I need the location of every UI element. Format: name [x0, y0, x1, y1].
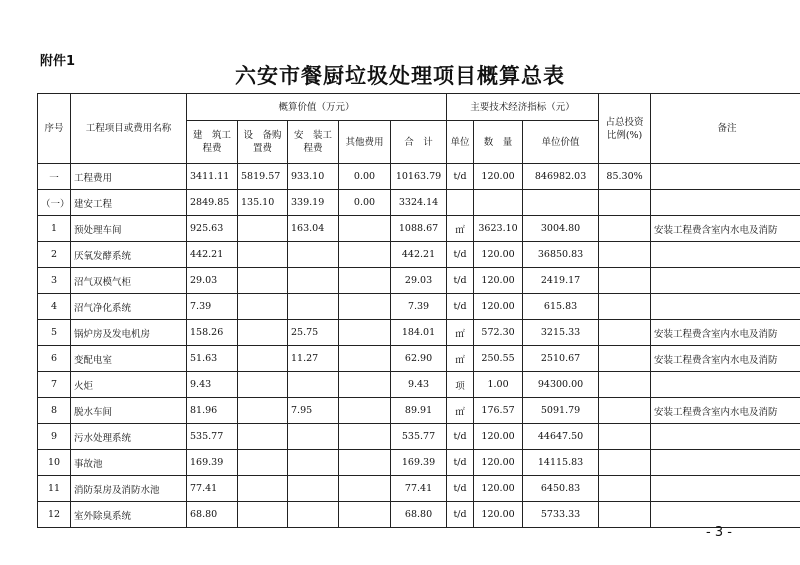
cell-equipment-cost — [238, 346, 288, 372]
cell-building-cost: 77.41 — [187, 476, 238, 502]
budget-summary-table — [37, 93, 800, 528]
cell-total: 3324.14 — [391, 190, 447, 216]
cell-investment-ratio — [599, 476, 651, 502]
cell-quantity: 3623.10 — [474, 216, 523, 242]
cell-seq: 一 — [38, 164, 71, 190]
attachment-label: 附件1 — [40, 54, 76, 69]
cell-unit-price: 6450.83 — [523, 476, 599, 502]
cell-unit: t/d — [447, 476, 474, 502]
cell-quantity: 120.00 — [474, 242, 523, 268]
cell-building-cost: 535.77 — [187, 424, 238, 450]
cell-equipment-cost — [238, 294, 288, 320]
cell-remark: 安装工程费含室内水电及消防 — [651, 320, 800, 346]
cell-remark — [651, 190, 800, 216]
cell-item-name: 事故池 — [71, 450, 187, 476]
cell-install-cost: 163.04 — [288, 216, 339, 242]
cell-quantity: 250.55 — [474, 346, 523, 372]
cell-install-cost — [288, 450, 339, 476]
cell-other-cost — [339, 346, 391, 372]
header-quantity: 数 量 — [474, 121, 523, 164]
cell-equipment-cost — [238, 320, 288, 346]
cell-unit-price — [523, 190, 599, 216]
cell-install-cost: 25.75 — [288, 320, 339, 346]
cell-unit: ㎡ — [447, 398, 474, 424]
cell-total: 29.03 — [391, 268, 447, 294]
cell-remark — [651, 424, 800, 450]
cell-quantity: 120.00 — [474, 450, 523, 476]
cell-seq: 3 — [38, 268, 71, 294]
cell-unit-price: 846982.03 — [523, 164, 599, 190]
cell-item-name: 消防泵房及消防水池 — [71, 476, 187, 502]
table-row — [38, 346, 800, 372]
cell-other-cost — [339, 216, 391, 242]
header-budget-value: 概算价值（万元） — [187, 94, 447, 121]
cell-equipment-cost — [238, 450, 288, 476]
cell-unit-price: 5091.79 — [523, 398, 599, 424]
cell-other-cost — [339, 398, 391, 424]
cell-seq: 4 — [38, 294, 71, 320]
cell-other-cost — [339, 372, 391, 398]
cell-install-cost — [288, 502, 339, 528]
cell-quantity: 120.00 — [474, 424, 523, 450]
cell-investment-ratio — [599, 294, 651, 320]
cell-total: 184.01 — [391, 320, 447, 346]
cell-item-name: 厌氧发酵系统 — [71, 242, 187, 268]
cell-unit: t/d — [447, 450, 474, 476]
cell-building-cost: 158.26 — [187, 320, 238, 346]
cell-remark — [651, 242, 800, 268]
cell-investment-ratio — [599, 502, 651, 528]
cell-install-cost: 11.27 — [288, 346, 339, 372]
table-row — [38, 476, 800, 502]
table-row — [38, 372, 800, 398]
cell-equipment-cost — [238, 502, 288, 528]
cell-seq: （一） — [38, 190, 71, 216]
cell-building-cost: 29.03 — [187, 268, 238, 294]
cell-investment-ratio: 85.30% — [599, 164, 651, 190]
cell-seq: 5 — [38, 320, 71, 346]
header-item-name: 工程项目或费用名称 — [71, 94, 187, 164]
cell-quantity: 1.00 — [474, 372, 523, 398]
cell-remark: 安装工程费含室内水电及消防 — [651, 398, 800, 424]
cell-install-cost: 933.10 — [288, 164, 339, 190]
cell-seq: 6 — [38, 346, 71, 372]
cell-unit: ㎡ — [447, 346, 474, 372]
cell-investment-ratio — [599, 216, 651, 242]
cell-building-cost: 51.63 — [187, 346, 238, 372]
cell-building-cost: 2849.85 — [187, 190, 238, 216]
cell-investment-ratio — [599, 450, 651, 476]
cell-total: 89.91 — [391, 398, 447, 424]
cell-remark — [651, 294, 800, 320]
cell-total: 169.39 — [391, 450, 447, 476]
cell-item-name: 沼气净化系统 — [71, 294, 187, 320]
header-building-cost: 建 筑工程费 — [187, 121, 238, 164]
cell-item-name: 沼气双模气柜 — [71, 268, 187, 294]
cell-building-cost: 925.63 — [187, 216, 238, 242]
cell-seq: 11 — [38, 476, 71, 502]
cell-unit-price: 3004.80 — [523, 216, 599, 242]
cell-install-cost — [288, 476, 339, 502]
header-investment-ratio: 占总投资比例(%) — [599, 94, 651, 164]
cell-remark — [651, 502, 800, 528]
cell-equipment-cost — [238, 424, 288, 450]
cell-building-cost: 81.96 — [187, 398, 238, 424]
header-install-cost: 安 装工程费 — [288, 121, 339, 164]
cell-building-cost: 169.39 — [187, 450, 238, 476]
cell-other-cost — [339, 268, 391, 294]
cell-equipment-cost — [238, 476, 288, 502]
cell-remark: 安装工程费含室内水电及消防 — [651, 346, 800, 372]
cell-install-cost — [288, 242, 339, 268]
cell-total: 77.41 — [391, 476, 447, 502]
cell-quantity: 120.00 — [474, 294, 523, 320]
cell-remark — [651, 164, 800, 190]
cell-unit-price: 44647.50 — [523, 424, 599, 450]
cell-building-cost: 9.43 — [187, 372, 238, 398]
cell-quantity: 120.00 — [474, 476, 523, 502]
cell-unit-price: 615.83 — [523, 294, 599, 320]
table-row — [38, 268, 800, 294]
header-other-cost: 其他费用 — [339, 121, 391, 164]
cell-remark — [651, 476, 800, 502]
cell-investment-ratio — [599, 398, 651, 424]
cell-other-cost — [339, 502, 391, 528]
cell-unit: t/d — [447, 268, 474, 294]
cell-other-cost — [339, 450, 391, 476]
header-unit-price: 单位价值 — [523, 121, 599, 164]
cell-install-cost — [288, 424, 339, 450]
table-row — [38, 398, 800, 424]
cell-unit-price: 36850.83 — [523, 242, 599, 268]
cell-unit: 项 — [447, 372, 474, 398]
cell-seq: 7 — [38, 372, 71, 398]
cell-item-name: 工程费用 — [71, 164, 187, 190]
cell-unit-price: 5733.33 — [523, 502, 599, 528]
cell-quantity: 120.00 — [474, 268, 523, 294]
cell-equipment-cost — [238, 242, 288, 268]
cell-other-cost: 0.00 — [339, 164, 391, 190]
cell-remark — [651, 372, 800, 398]
cell-other-cost — [339, 424, 391, 450]
cell-quantity: 176.57 — [474, 398, 523, 424]
cell-seq: 12 — [38, 502, 71, 528]
header-seq: 序号 — [38, 94, 71, 164]
document-title: 六安市餐厨垃圾处理项目概算总表 — [235, 63, 565, 88]
cell-item-name: 脱水车间 — [71, 398, 187, 424]
cell-building-cost: 68.80 — [187, 502, 238, 528]
cell-investment-ratio — [599, 320, 651, 346]
cell-unit-price: 2419.17 — [523, 268, 599, 294]
cell-investment-ratio — [599, 346, 651, 372]
cell-equipment-cost — [238, 398, 288, 424]
cell-total: 7.39 — [391, 294, 447, 320]
cell-install-cost — [288, 268, 339, 294]
cell-install-cost: 339.19 — [288, 190, 339, 216]
cell-other-cost — [339, 476, 391, 502]
cell-unit: t/d — [447, 164, 474, 190]
cell-equipment-cost — [238, 268, 288, 294]
cell-total: 10163.79 — [391, 164, 447, 190]
table-row — [38, 320, 800, 346]
cell-quantity: 120.00 — [474, 164, 523, 190]
cell-unit: t/d — [447, 294, 474, 320]
page-number: - 3 - — [706, 525, 732, 540]
cell-seq: 2 — [38, 242, 71, 268]
cell-seq: 1 — [38, 216, 71, 242]
cell-item-name: 火炬 — [71, 372, 187, 398]
table-row — [38, 294, 800, 320]
cell-investment-ratio — [599, 424, 651, 450]
cell-equipment-cost: 135.10 — [238, 190, 288, 216]
cell-unit: ㎡ — [447, 320, 474, 346]
table-row — [38, 502, 800, 528]
cell-seq: 9 — [38, 424, 71, 450]
cell-unit: t/d — [447, 242, 474, 268]
cell-quantity: 120.00 — [474, 502, 523, 528]
cell-total: 9.43 — [391, 372, 447, 398]
cell-total: 442.21 — [391, 242, 447, 268]
cell-quantity: 572.30 — [474, 320, 523, 346]
cell-total: 1088.67 — [391, 216, 447, 242]
table-row — [38, 164, 800, 190]
cell-seq: 10 — [38, 450, 71, 476]
cell-investment-ratio — [599, 190, 651, 216]
cell-unit-price: 3215.33 — [523, 320, 599, 346]
cell-other-cost — [339, 320, 391, 346]
cell-remark — [651, 450, 800, 476]
cell-item-name: 锅炉房及发电机房 — [71, 320, 187, 346]
cell-item-name: 污水处理系统 — [71, 424, 187, 450]
header-equipment-cost: 设 备购置费 — [238, 121, 288, 164]
table-row — [38, 424, 800, 450]
cell-install-cost — [288, 372, 339, 398]
header-total: 合 计 — [391, 121, 447, 164]
cell-unit-price: 2510.67 — [523, 346, 599, 372]
cell-unit: t/d — [447, 424, 474, 450]
cell-item-name: 室外除臭系统 — [71, 502, 187, 528]
cell-item-name: 预处理车间 — [71, 216, 187, 242]
cell-item-name: 建安工程 — [71, 190, 187, 216]
cell-total: 62.90 — [391, 346, 447, 372]
cell-install-cost: 7.95 — [288, 398, 339, 424]
header-tech-indicators: 主要技术经济指标（元） — [447, 94, 599, 121]
cell-remark: 安装工程费含室内水电及消防 — [651, 216, 800, 242]
cell-unit: ㎡ — [447, 216, 474, 242]
cell-building-cost: 3411.11 — [187, 164, 238, 190]
cell-total: 535.77 — [391, 424, 447, 450]
cell-item-name: 变配电室 — [71, 346, 187, 372]
cell-quantity — [474, 190, 523, 216]
cell-total: 68.80 — [391, 502, 447, 528]
cell-equipment-cost: 5819.57 — [238, 164, 288, 190]
cell-investment-ratio — [599, 372, 651, 398]
cell-other-cost — [339, 294, 391, 320]
cell-equipment-cost — [238, 216, 288, 242]
cell-other-cost: 0.00 — [339, 190, 391, 216]
cell-investment-ratio — [599, 242, 651, 268]
header-unit: 单位 — [447, 121, 474, 164]
cell-unit: t/d — [447, 502, 474, 528]
cell-seq: 8 — [38, 398, 71, 424]
table-row — [38, 450, 800, 476]
cell-building-cost: 442.21 — [187, 242, 238, 268]
cell-equipment-cost — [238, 372, 288, 398]
table-row — [38, 190, 800, 216]
cell-building-cost: 7.39 — [187, 294, 238, 320]
table-row — [38, 242, 800, 268]
cell-remark — [651, 268, 800, 294]
cell-unit-price: 94300.00 — [523, 372, 599, 398]
cell-unit — [447, 190, 474, 216]
cell-investment-ratio — [599, 268, 651, 294]
cell-install-cost — [288, 294, 339, 320]
header-remark: 备注 — [651, 94, 800, 164]
cell-other-cost — [339, 242, 391, 268]
cell-unit-price: 14115.83 — [523, 450, 599, 476]
table-row — [38, 216, 800, 242]
